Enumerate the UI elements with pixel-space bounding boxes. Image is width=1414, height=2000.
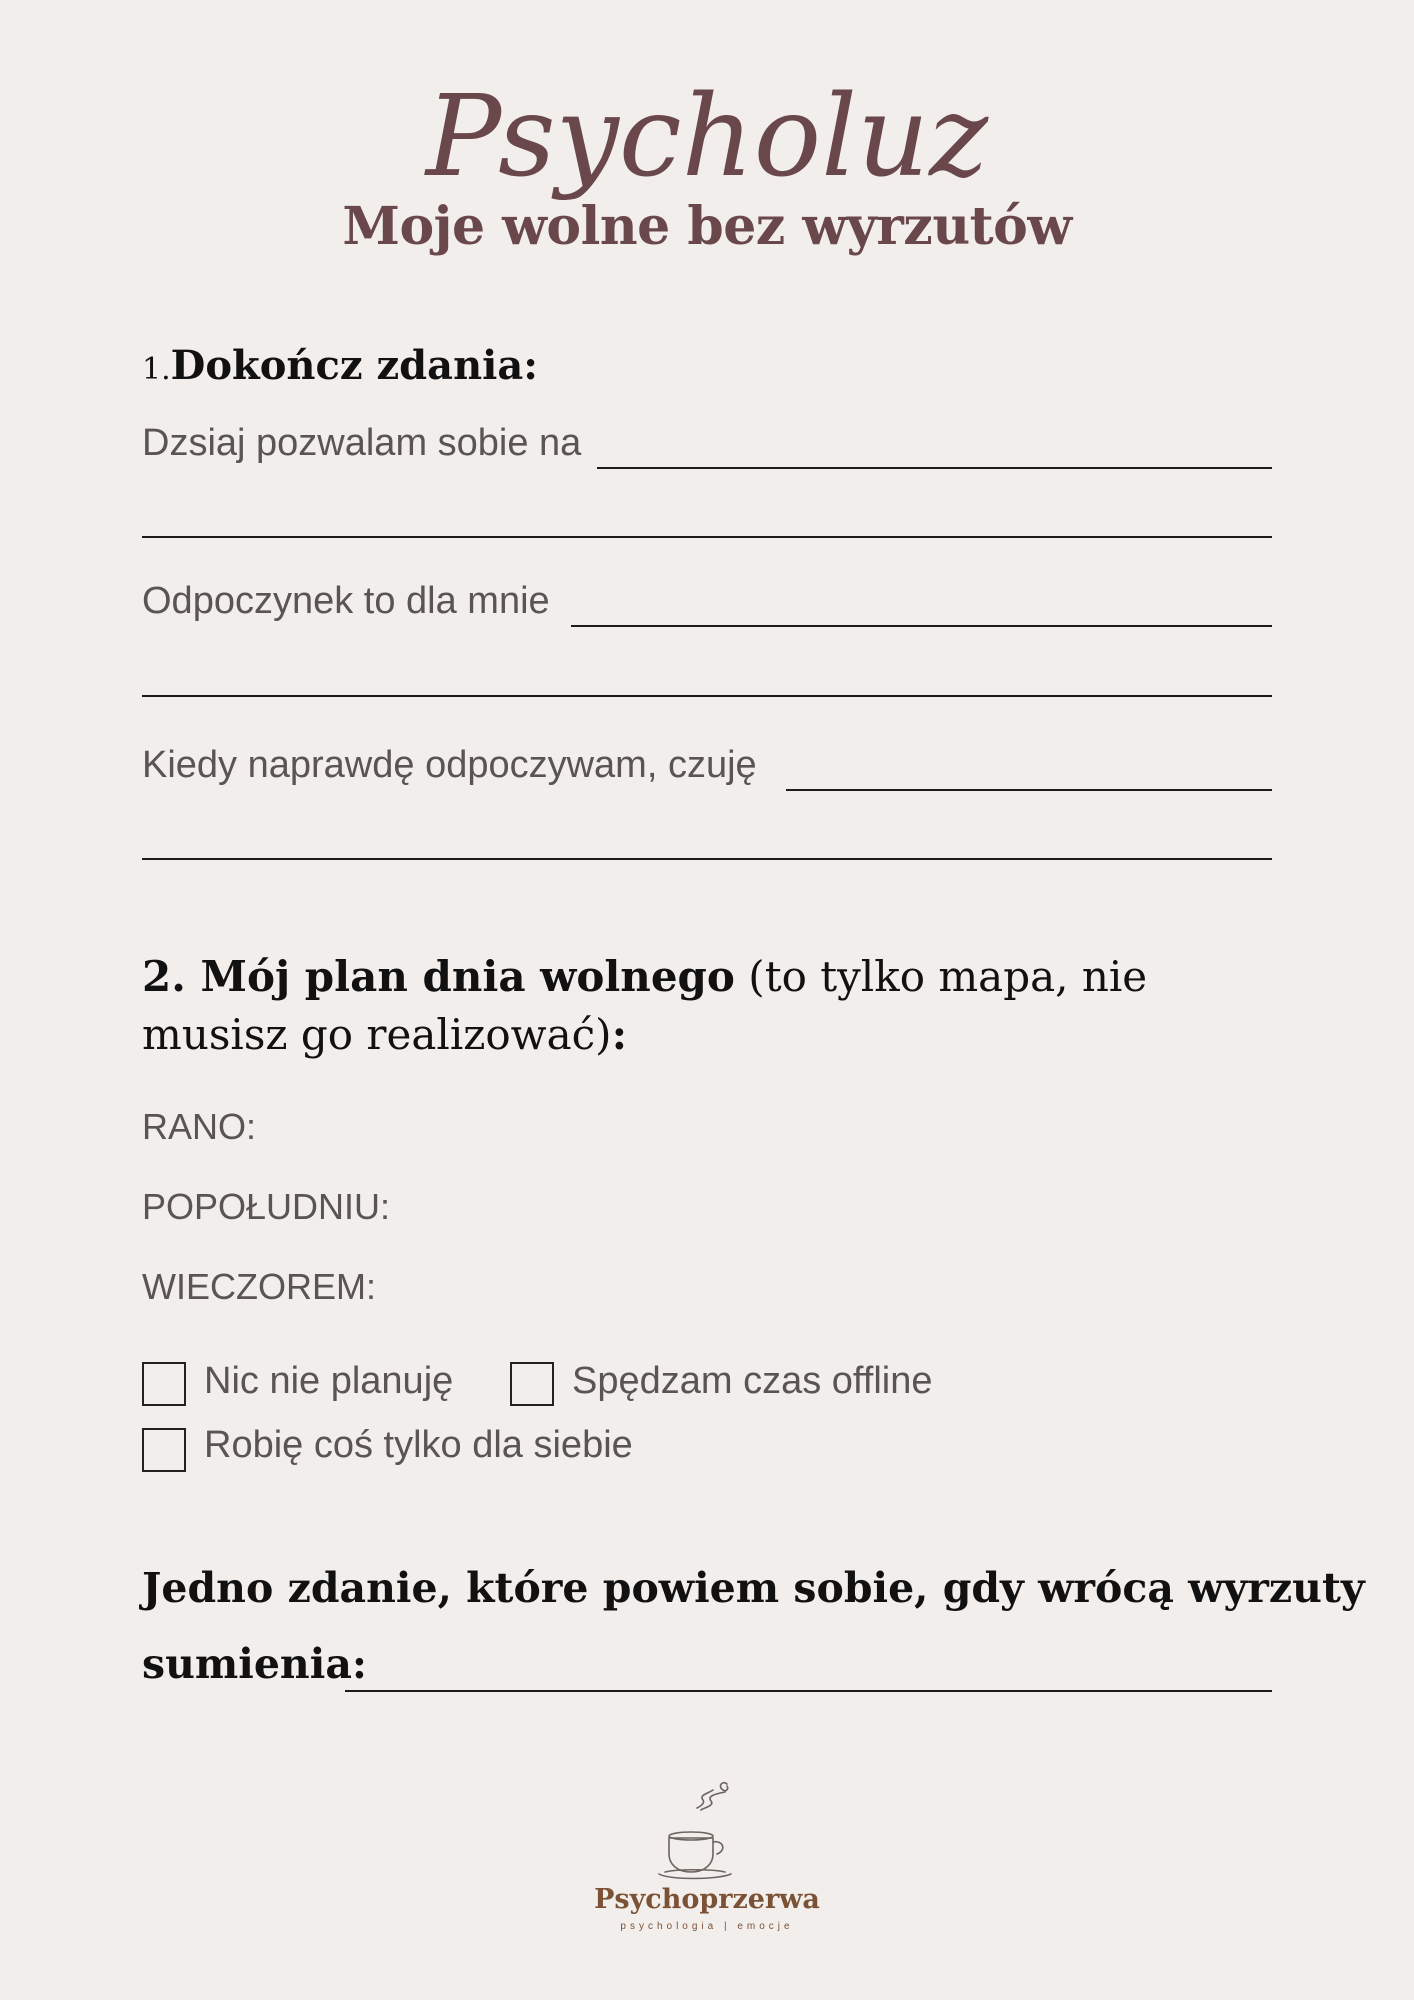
answer-line-1b[interactable]	[142, 536, 1272, 538]
brand-logo-name: Psychoprzerwa	[594, 1884, 820, 1915]
slot-evening: WIECZOREM:	[142, 1266, 376, 1307]
final-answer-line[interactable]	[345, 1690, 1272, 1692]
coffee-cup-icon	[655, 1780, 755, 1885]
section2-title-note: (to tylko mapa, nie musisz go realizować)	[142, 952, 1148, 1059]
prompt-2: Odpoczynek to dla mnie	[142, 580, 550, 622]
checkbox-label-offline: Spędzam czas offline	[572, 1360, 933, 1402]
checkbox-nothing-planned[interactable]	[142, 1362, 186, 1406]
answer-line-3a[interactable]	[786, 789, 1272, 791]
prompt-3: Kiedy naprawdę odpoczywam, czuję	[142, 744, 757, 786]
prompt-1: Dzsiaj pozwalam sobie na	[142, 422, 582, 464]
script-title-logotype	[0, 60, 1414, 210]
section1-number: 1.	[142, 352, 171, 387]
final-sentence-label: sumienia:	[142, 1640, 368, 1688]
checkbox-offline[interactable]	[510, 1362, 554, 1406]
section2-title-colon: :	[611, 1010, 628, 1059]
checkbox-label-for-myself: Robię coś tylko dla siebie	[204, 1424, 633, 1466]
section2-title-bold: 2. Mój plan dnia wolnego	[142, 952, 735, 1001]
answer-line-1a[interactable]	[597, 467, 1272, 469]
page-subtitle: Moje wolne bez wyrzutów	[342, 196, 1072, 257]
final-sentence-prompt: Jedno zdanie, które powiem sobie, gdy wrócą wyrzuty	[142, 1564, 1365, 1612]
answer-line-2b[interactable]	[142, 695, 1272, 697]
section1-heading	[142, 342, 538, 389]
checkbox-for-myself[interactable]	[142, 1428, 186, 1472]
answer-line-3b[interactable]	[142, 858, 1272, 860]
checkbox-label-nothing-planned: Nic nie planuję	[204, 1360, 454, 1402]
answer-line-2a[interactable]	[571, 625, 1272, 627]
script-title-text: Psycholuz	[425, 72, 989, 202]
slot-morning: RANO:	[142, 1106, 257, 1147]
section1-title: Dokończ zdania:	[170, 342, 539, 389]
section2-heading	[142, 948, 1292, 1064]
slot-afternoon: POPOŁUDNIU:	[142, 1186, 391, 1227]
brand-logo-tagline: psychologia | emocje	[620, 1921, 794, 1932]
